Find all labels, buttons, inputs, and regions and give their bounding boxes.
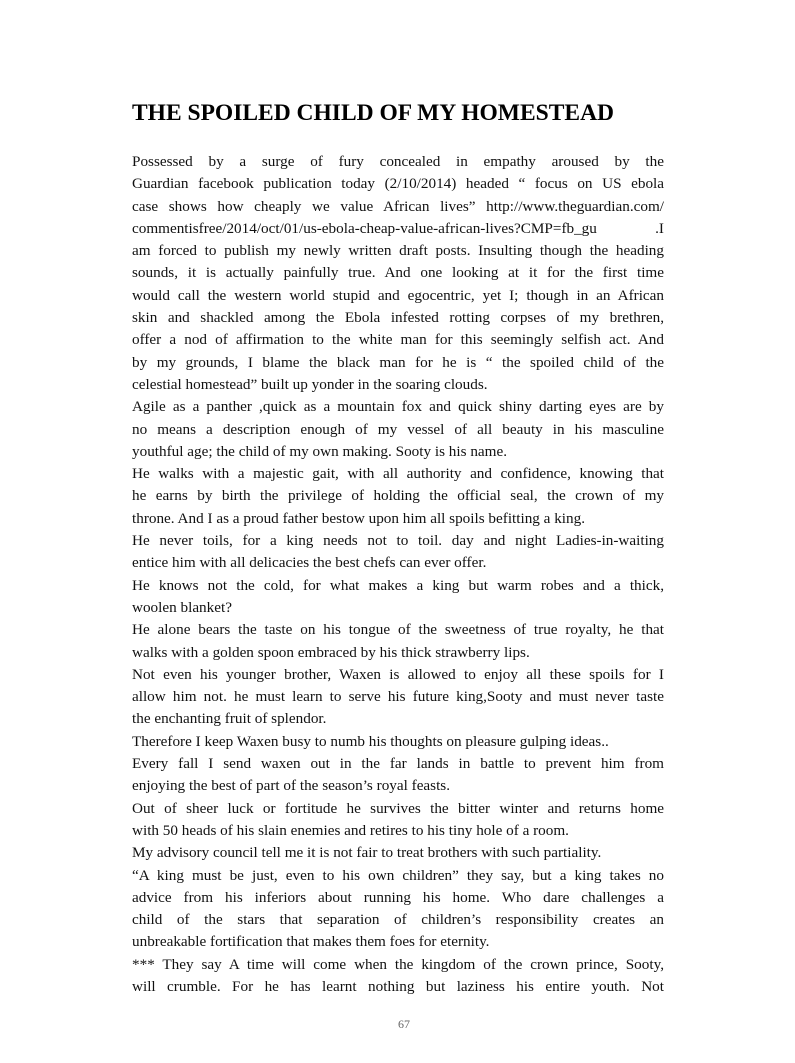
text-line: Guardian facebook publication today (2/10/2014) headed “ focus on US ebola — [132, 175, 664, 193]
text-line: entice him with all delicacies the best chefs can ever offer. — [132, 554, 487, 572]
text-line: Not even his younger brother, Waxen is allowed to enjoy all these spoils for I — [132, 665, 664, 683]
text-line: commentisfree/2014/oct/01/us-ebola-cheap-value-african-lives?CMP=fb_gu .I — [132, 219, 664, 237]
text-line: He alone bears the taste on his tongue of the sweetness of true royalty, he that — [132, 621, 664, 639]
text-line: Agile as a panther ,quick as a mountain fox and quick shiny darting eyes are by — [132, 398, 664, 416]
text-line: *** They say A time will come when the kingdom of the crown prince, Sooty, — [132, 955, 664, 973]
text-line: unbreakable fortification that makes them foes for eternity. — [132, 933, 490, 951]
text-line: he earns by birth the privilege of holding the official seal, the crown of my — [132, 487, 664, 505]
text-line: celestial homestead” built up yonder in the soaring clouds. — [132, 375, 488, 393]
text-line: Every fall I send waxen out in the far lands in battle to prevent him from — [132, 755, 664, 773]
text-line: Possessed by a surge of fury concealed in empathy aroused by the — [132, 153, 664, 170]
text-line: sounds, it is actually painfully true. And one looking at it for the first time — [132, 264, 664, 282]
text-line: the enchanting fruit of splendor. — [132, 710, 327, 728]
text-line: Out of sheer luck or fortitude he survives the bitter winter and returns home — [132, 799, 664, 817]
body-text — [132, 151, 664, 998]
text-line: He knows not the cold, for what makes a king but warm robes and a thick, — [132, 576, 664, 594]
text-line: “A king must be just, even to his own children” they say, but a king takes no — [132, 866, 664, 884]
text-line: He walks with a majestic gait, with all authority and confidence, knowing that — [132, 465, 664, 483]
text-line: advice from his inferiors about running his home. Who dare challenges a — [132, 888, 664, 906]
text-line: My advisory council tell me it is not fair to treat brothers with such partiality. — [132, 844, 602, 862]
text-line: throne. And I as a proud father bestow upon him all spoils befitting a king. — [132, 509, 586, 527]
text-line: will crumble. For he has learnt nothing but laziness his entire youth. Not — [132, 977, 664, 995]
page-title: THE SPOILED CHILD OF MY HOMESTEAD — [132, 100, 615, 126]
text-line: Therefore I keep Waxen busy to numb his thoughts on pleasure gulping ideas.. — [132, 732, 609, 750]
page-number: 67 — [398, 1017, 410, 1031]
text-line: enjoying the best of part of the season’s royal feasts. — [132, 777, 451, 795]
text-line: walks with a golden spoon embraced by his thick strawberry lips. — [132, 643, 530, 661]
text-line: case shows how cheaply we value African lives” http://www.theguardian.com/ — [132, 197, 664, 215]
text-line: no means a description enough of my vessel of all beauty in his masculine — [132, 420, 664, 438]
text-line: child of the stars that separation of children’s responsibility creates an — [132, 911, 664, 929]
text-line: with 50 heads of his slain enemies and retires to his tiny hole of a room. — [132, 821, 569, 839]
text-line: offer a nod of affirmation to the white man for this seemingly selfish act. And — [132, 331, 664, 349]
text-line: woolen blanket? — [132, 598, 232, 616]
text-line: would call the western world stupid and egocentric, yet I; though in an African — [132, 286, 664, 304]
text-line: youthful age; the child of my own making. Sooty is his name. — [132, 442, 508, 460]
text-line: skin and shackled among the Ebola infested rotting corpses of my brethren, — [132, 309, 664, 327]
text-line: He never toils, for a king needs not to toil. day and night Ladies-in-waiting — [132, 532, 664, 550]
text-line: allow him not. he must learn to serve his future king,Sooty and must never taste — [132, 688, 664, 706]
text-line: by my grounds, I blame the black man for he is “ the spoiled child of the — [132, 353, 664, 371]
text-line: am forced to publish my newly written draft posts. Insulting though the heading — [132, 242, 664, 260]
